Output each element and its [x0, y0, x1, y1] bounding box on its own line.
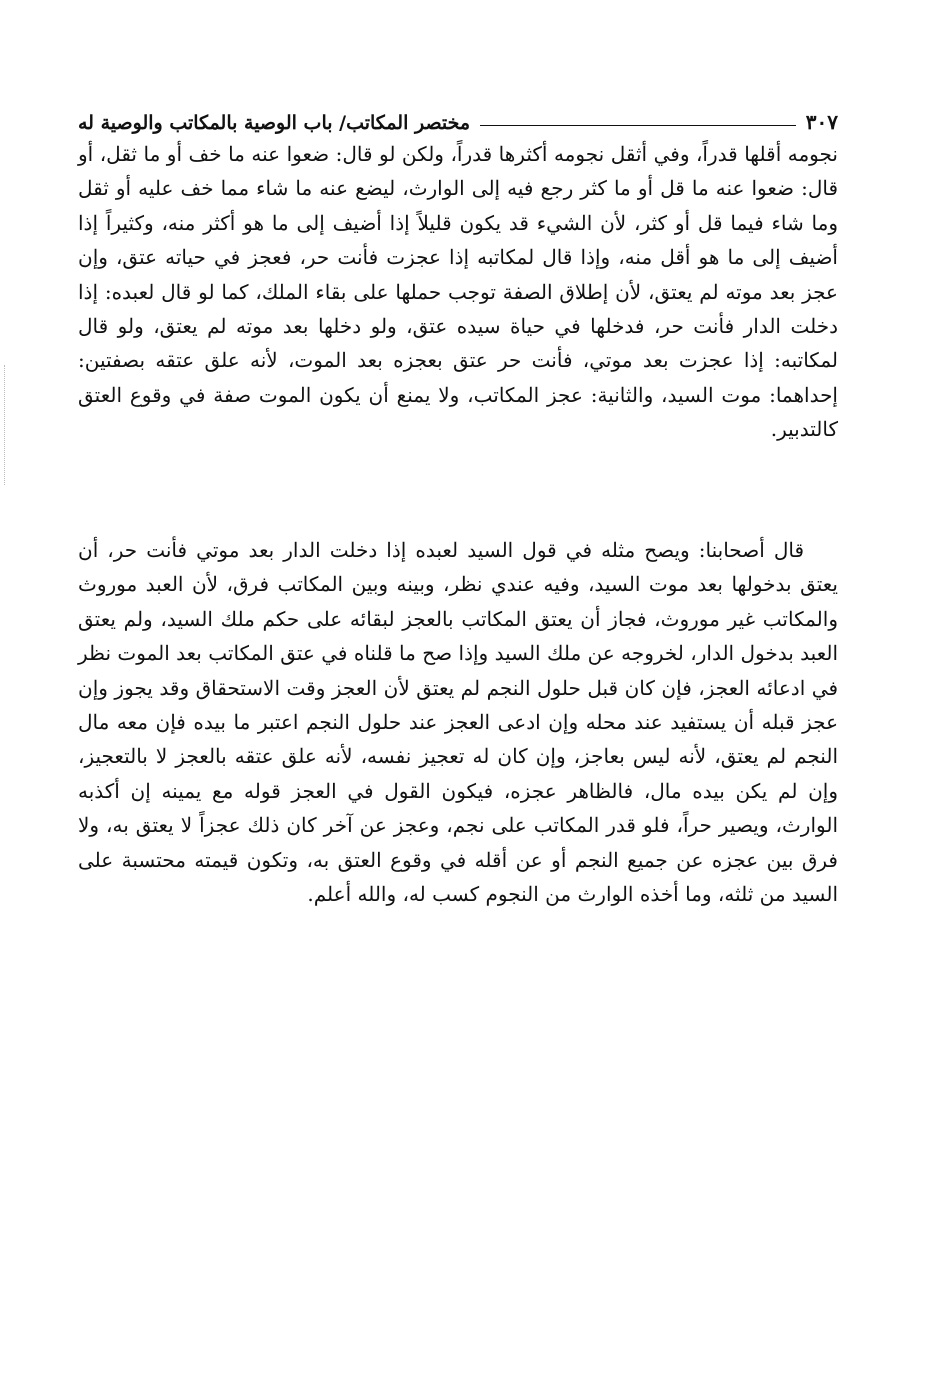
- running-header: [78, 98, 838, 134]
- header-title: مختصر المكاتب/ باب الوصية بالمكاتب والوصية له: [78, 112, 471, 134]
- paragraph-2: قال أصحابنا: ويصح مثله في قول السيد لعبده إذا دخلت الدار بعد موتي فأنت حر، أن يعتق بدخولها بعد موت السيد، وفيه عندي نظر، وبينه وبين المكاتب فرق، لأن العبد موروث والمكاتب غير موروث، فجاز أن يعتق المكاتب بالعجز لبقائه على حكم ملك السيد، ولم يعتق العبد بدخول الدار، لخروجه عن ملك السيد وإذا صح ما قلناه في عتق المكاتب بعد الموت نظر في ادعائه العجز، فإن كان قبل حلول النجم لم يعتق لأن العجز وقت الاستحقاق وقد يجوز وإن عجز قبله أن يستفيد عند محله وإن ادعى العجز عند حلول النجم اعتبر ما بيده فإن معه مال النجم لم يعتق، لأنه ليس بعاجز، وإن كان له تعجيز نفسه، لأنه علق عتقه بالعجز لا بالتعجيز، وإن لم يكن بيده مال، فالظاهر عجزه، فيكون القول في العجز قوله مع يمينه إن أكذبه الوارث، ويصير حراً، فلو قدر المكاتب على نجم، وعجز عن آخر كان ذلك عجزاً لا يعتق به، ولا فرق بين عجزه عن جميع النجم أو عن أقله في وقوع العتق به، وتكون قيمته محتسبة على السيد من ثلثه، وما أخذه الوارث من النجوم كسب له، والله أعلم.: [78, 538, 839, 907]
- page-number: ٣٠٧: [805, 110, 838, 134]
- header-rule: [480, 125, 796, 126]
- paragraph-1: نجومه أقلها قدراً، وفي أثقل نجومه أكثرها قدراً، ولكن لو قال: ضعوا عنه ما خف أو ما ثقل، أو قال: ضعوا عنه ما قل أو ما كثر رجع فيه إلى الوارث، ليضع عنه ما شاء مما خف عليه أو ثقل وما شاء فيما قل أو كثر، لأن الشيء قد يكون قليلاً إذا أضيف إلى ما هو أكثر منه، وكثيراً إذا أضيف إلى ما هو أقل منه، وإذا قال لمكاتبه إذا عجزت فأنت حر، فعجز في حياته عتق، وإن عجز بعد موته لم يعتق، لأن إطلاق الصفة توجب حملها على بقاء الملك، كما لو قال لعبده: إذا دخلت الدار فأنت حر، فدخلها في حياة سيده عتق، ولو دخلها بعد موته لم يعتق، ولو قال لمكاتبه: إذا عجزت بعد موتي، فأنت حر عتق بعجزه بعد الموت، لأنه علق عتقه بصفتين: إحداهما: موت السيد، والثانية: عجز المكاتب، ولا يمنع أن يكون الموت صفة في وقوع العتق كالتدبير.: [78, 142, 838, 442]
- scan-edge-mark: [4, 365, 15, 485]
